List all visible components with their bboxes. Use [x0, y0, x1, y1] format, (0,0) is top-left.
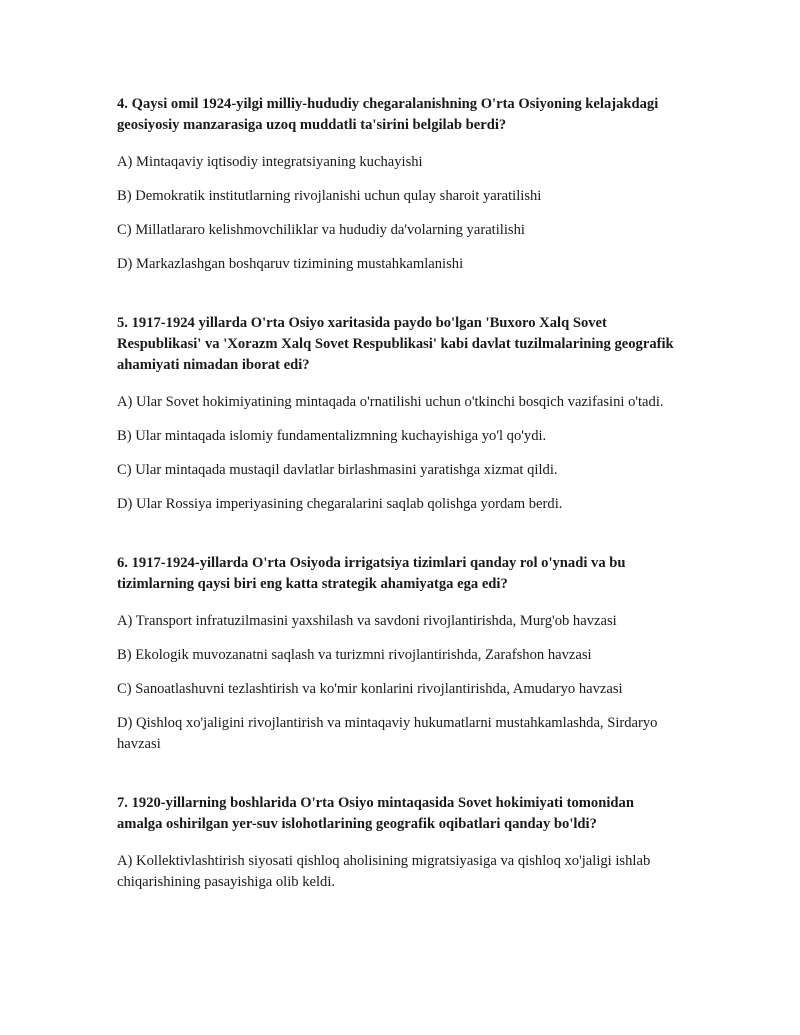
question-title: 5. 1917-1924 yillarda O'rta Osiyo xaritasida paydo bo'lgan 'Buxoro Xalq Sovet Respublikasi' va 'Xorazm Xalq Sovet Respublikasi' kabi davlat tuzilmalarining geografik ahamiyati nimadan iborat edi? — [117, 315, 674, 373]
option-d: D) Markazlashgan boshqaruv tizimining mustahkamlanishi — [117, 256, 464, 272]
document-page — [117, 84, 682, 931]
question-title: 7. 1920-yillarning boshlarida O'rta Osiyo mintaqasida Sovet hokimiyati tomonidan amalga oshirilgan yer-suv islohotlarining geografik oqibatlari qanday bo'ldi? — [117, 795, 634, 832]
question-title: 4. Qaysi omil 1924-yilgi milliy-hududiy chegaralanishning O'rta Osiyoning kelajakdagi geosiyosiy manzarasiga uzoq muddatli ta'sirini belgilab berdi? — [117, 96, 659, 133]
option-a: A) Kollektivlashtirish siyosati qishloq aholisining migratsiyasiga va qishloq xo'jaligi ishlab chiqarishining pasayishiga olib keldi. — [117, 853, 651, 890]
option-c: C) Sanoatlashuvni tezlashtirish va ko'mir konlarini rivojlantirishda, Amudaryo havzasi — [117, 681, 623, 697]
option-d: D) Qishloq xo'jaligini rivojlantirish va mintaqaviy hukumatlarni mustahkamlashda, Sirdaryo havzasi — [117, 715, 658, 752]
option-d: D) Ular Rossiya imperiyasining chegaralarini saqlab qolishga yordam berdi. — [117, 496, 563, 512]
question-4 — [117, 94, 682, 275]
question-title: 6. 1917-1924-yillarda O'rta Osiyoda irrigatsiya tizimlari qanday rol o'ynadi va bu tizimlarning qaysi biri eng katta strategik ahamiyatga ega edi? — [117, 555, 626, 592]
question-6 — [117, 553, 682, 755]
option-b: B) Ular mintaqada islomiy fundamentalizmning kuchayishiga yo'l qo'ydi. — [117, 428, 547, 444]
question-7 — [117, 793, 682, 893]
option-c: C) Millatlararo kelishmovchiliklar va hududiy da'volarning yaratilishi — [117, 222, 525, 238]
option-a: A) Ular Sovet hokimiyatining mintaqada o'rnatilishi uchun o'tkinchi bosqich vazifasini o'tadi. — [117, 394, 664, 410]
option-a: A) Transport infratuzilmasini yaxshilash va savdoni rivojlantirishda, Murg'ob havzasi — [117, 613, 617, 629]
option-a: A) Mintaqaviy iqtisodiy integratsiyaning kuchayishi — [117, 154, 423, 170]
option-c: C) Ular mintaqada mustaqil davlatlar birlashmasini yaratishga xizmat qildi. — [117, 462, 558, 478]
option-b: B) Ekologik muvozanatni saqlash va turizmni rivojlantirishda, Zarafshon havzasi — [117, 647, 592, 663]
option-b: B) Demokratik institutlarning rivojlanishi uchun qulay sharoit yaratilishi — [117, 188, 542, 204]
question-5 — [117, 313, 682, 515]
